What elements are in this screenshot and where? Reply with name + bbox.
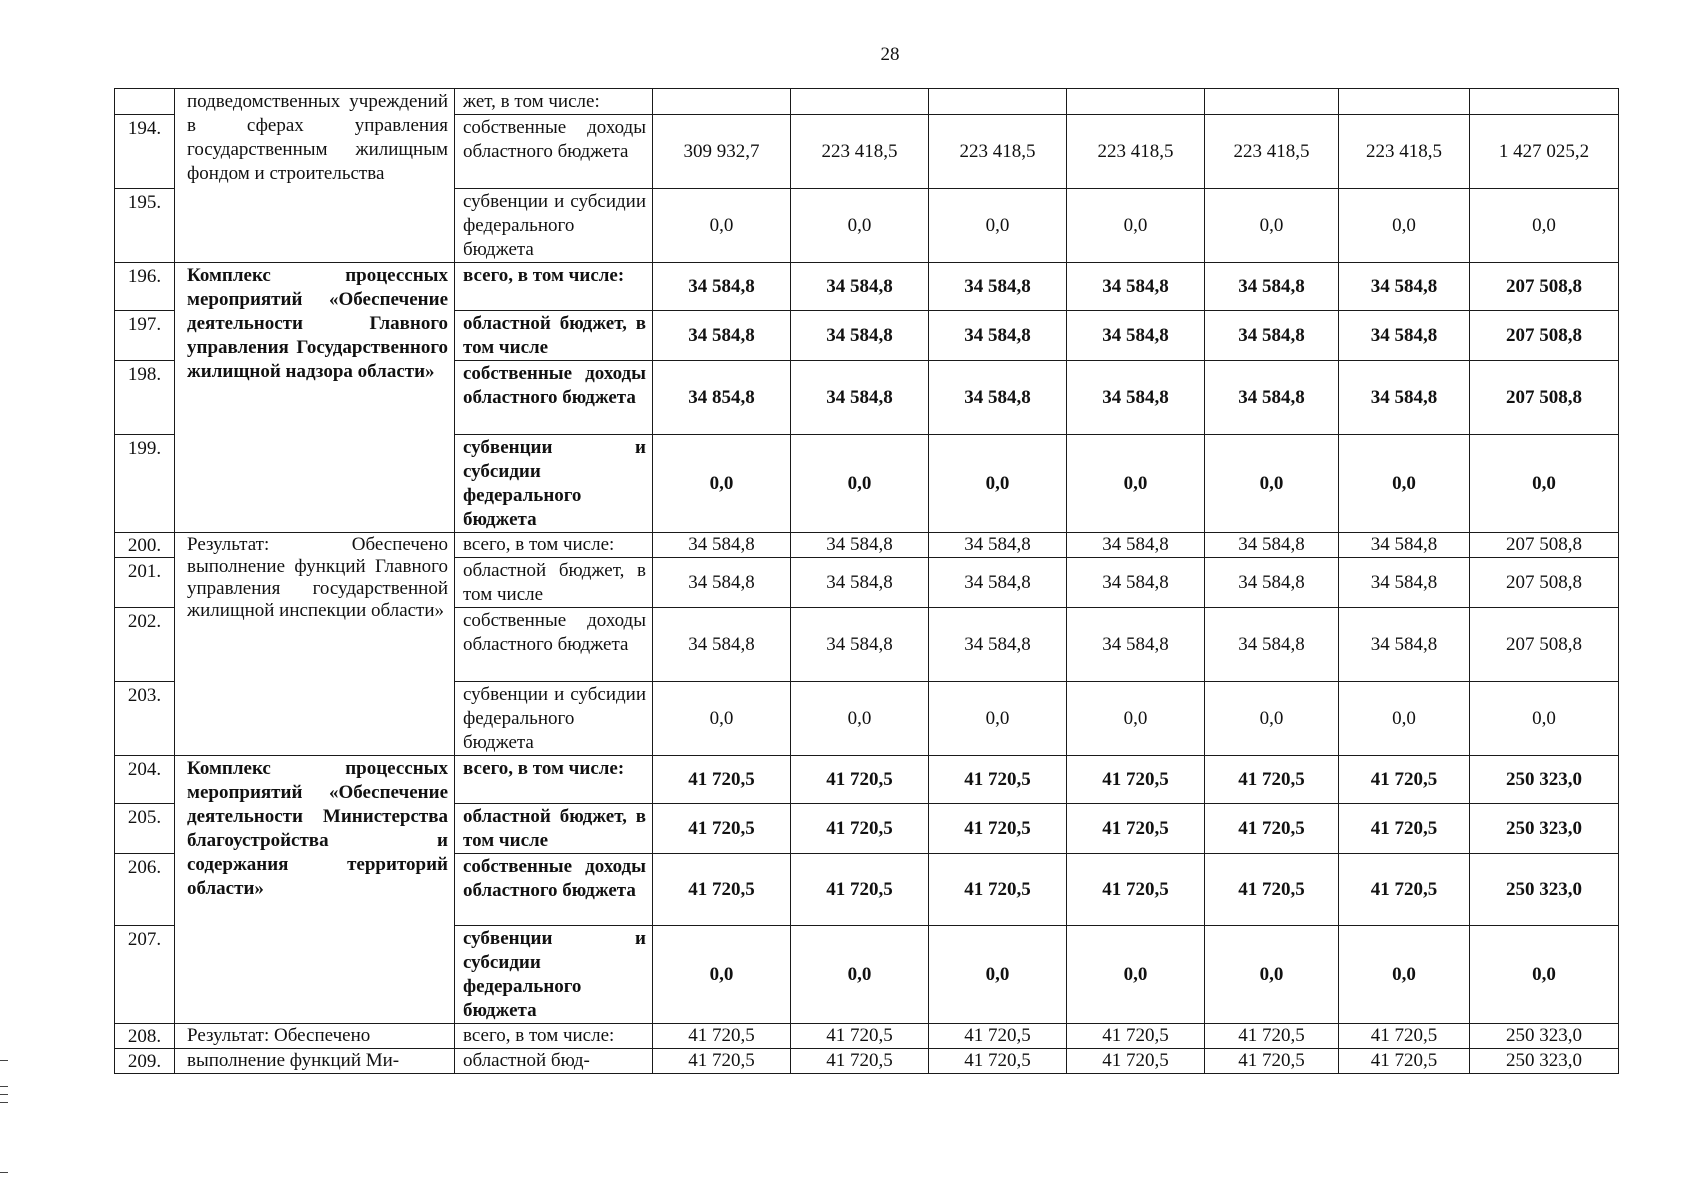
amount-cell: 0,0 [1067,926,1205,1024]
amount-cell: 0,0 [791,682,929,756]
row-number [115,89,175,115]
amount-cell: 207 508,8 [1470,263,1619,311]
amount-cell: 41 720,5 [1067,804,1205,854]
amount-cell: 34 584,8 [1339,608,1470,682]
event-name: выполнение функций Ми- [175,1049,455,1074]
amount-cell: 41 720,5 [929,756,1067,804]
amount-cell: 0,0 [1067,189,1205,263]
amount-cell: 41 720,5 [1205,804,1339,854]
funding-source: всего, в том числе: [455,533,653,558]
amount-cell: 34 584,8 [653,311,791,361]
amount-cell: 250 323,0 [1470,854,1619,926]
table-row [115,263,1619,311]
amount-cell: 41 720,5 [791,804,929,854]
margin-mark [0,1172,8,1173]
amount-cell: 41 720,5 [1067,756,1205,804]
funding-source: субвенции и субсидии федерального бюджета [455,189,653,263]
amount-cell: 41 720,5 [1205,854,1339,926]
amount-cell: 0,0 [1339,435,1470,533]
amount-cell: 207 508,8 [1470,361,1619,435]
amount-cell: 41 720,5 [929,1049,1067,1074]
amount-cell: 0,0 [1470,435,1619,533]
funding-source: областной бюджет, в том числе [455,558,653,608]
amount-cell: 34 584,8 [653,263,791,311]
amount-cell: 34 584,8 [1205,361,1339,435]
margin-mark [0,1102,8,1103]
table-row [115,756,1619,804]
amount-cell: 0,0 [653,926,791,1024]
amount-cell: 0,0 [791,435,929,533]
page-number: 28 [880,44,900,65]
funding-source: собственные доходы областного бюджета [455,361,653,435]
amount-cell: 34 584,8 [929,608,1067,682]
row-number: 207. [115,926,175,1024]
amount-cell: 1 427 025,2 [1470,115,1619,189]
amount-cell: 309 932,7 [653,115,791,189]
amount-cell [1470,89,1619,115]
amount-cell: 34 584,8 [929,558,1067,608]
amount-cell: 34 584,8 [929,263,1067,311]
amount-cell: 207 508,8 [1470,311,1619,361]
amount-cell: 250 323,0 [1470,756,1619,804]
amount-cell: 34 584,8 [791,533,929,558]
amount-cell: 34 584,8 [1067,558,1205,608]
amount-cell: 41 720,5 [1205,1049,1339,1074]
amount-cell: 207 508,8 [1470,558,1619,608]
row-number: 194. [115,115,175,189]
amount-cell: 207 508,8 [1470,533,1619,558]
amount-cell: 0,0 [653,435,791,533]
amount-cell: 41 720,5 [791,854,929,926]
event-name: подведомственных учреждений в сферах управления государственным жилищным фондом и строительства [175,89,455,263]
amount-cell: 0,0 [653,189,791,263]
amount-cell: 250 323,0 [1470,804,1619,854]
amount-cell: 0,0 [1470,682,1619,756]
amount-cell: 41 720,5 [1205,756,1339,804]
funding-source: субвенции и субсидии федерального бюджета [455,435,653,533]
amount-cell [1067,89,1205,115]
amount-cell: 41 720,5 [653,1024,791,1049]
amount-cell: 34 584,8 [791,361,929,435]
row-number: 199. [115,435,175,533]
table-row [115,1024,1619,1049]
amount-cell: 0,0 [653,682,791,756]
amount-cell: 41 720,5 [653,756,791,804]
amount-cell: 34 584,8 [1205,311,1339,361]
amount-cell: 250 323,0 [1470,1024,1619,1049]
amount-cell: 34 584,8 [653,608,791,682]
amount-cell: 34 584,8 [1067,533,1205,558]
amount-cell: 207 508,8 [1470,608,1619,682]
amount-cell: 0,0 [1067,682,1205,756]
amount-cell: 34 584,8 [653,533,791,558]
amount-cell: 34 584,8 [1205,533,1339,558]
row-number: 195. [115,189,175,263]
amount-cell: 0,0 [1339,682,1470,756]
budget-table [114,88,1619,1074]
row-number: 200. [115,533,175,558]
event-name: Комплекс процессных мероприятий «Обеспечение деятельности Министерства благоустройства и содержания территорий области» [175,756,455,1024]
row-number: 202. [115,608,175,682]
funding-source: областной бюджет, в том числе [455,804,653,854]
amount-cell: 0,0 [1470,189,1619,263]
amount-cell: 34 584,8 [653,558,791,608]
row-number: 204. [115,756,175,804]
amount-cell: 0,0 [1339,189,1470,263]
amount-cell: 41 720,5 [653,804,791,854]
amount-cell: 41 720,5 [791,1049,929,1074]
amount-cell: 34 584,8 [1339,361,1470,435]
amount-cell: 41 720,5 [929,804,1067,854]
amount-cell: 41 720,5 [791,756,929,804]
amount-cell: 0,0 [929,435,1067,533]
row-number: 203. [115,682,175,756]
row-number: 197. [115,311,175,361]
event-name: Результат: Обеспечено [175,1024,455,1049]
amount-cell: 34 584,8 [929,361,1067,435]
row-number: 209. [115,1049,175,1074]
funding-source: всего, в том числе: [455,263,653,311]
row-number: 205. [115,804,175,854]
amount-cell: 41 720,5 [791,1024,929,1049]
amount-cell: 41 720,5 [653,1049,791,1074]
row-number: 198. [115,361,175,435]
amount-cell: 41 720,5 [1067,1024,1205,1049]
amount-cell: 0,0 [1205,189,1339,263]
funding-source: областной бюджет, в том числе [455,311,653,361]
funding-source: областной бюд- [455,1049,653,1074]
amount-cell: 250 323,0 [1470,1049,1619,1074]
funding-source: собственные доходы областного бюджета [455,115,653,189]
amount-cell: 34 584,8 [1205,608,1339,682]
amount-cell: 34 584,8 [791,311,929,361]
amount-cell [791,89,929,115]
amount-cell: 34 584,8 [1339,311,1470,361]
amount-cell: 0,0 [929,682,1067,756]
amount-cell: 34 584,8 [1067,608,1205,682]
amount-cell: 41 720,5 [1339,1049,1470,1074]
funding-source: собственные доходы областного бюджета [455,854,653,926]
amount-cell: 41 720,5 [653,854,791,926]
amount-cell: 41 720,5 [929,854,1067,926]
amount-cell: 0,0 [1470,926,1619,1024]
table-body [115,89,1619,1074]
amount-cell: 41 720,5 [1205,1024,1339,1049]
row-number: 206. [115,854,175,926]
amount-cell: 223 418,5 [929,115,1067,189]
amount-cell: 223 418,5 [791,115,929,189]
funding-source: всего, в том числе: [455,756,653,804]
amount-cell: 0,0 [929,926,1067,1024]
event-name: Комплекс процессных мероприятий «Обеспечение деятельности Главного управления Государственного жилищной надзора области» [175,263,455,533]
amount-cell: 34 584,8 [1339,263,1470,311]
amount-cell: 34 584,8 [1067,311,1205,361]
amount-cell: 0,0 [929,189,1067,263]
funding-source: собственные доходы областного бюджета [455,608,653,682]
amount-cell [653,89,791,115]
table-row [115,1049,1619,1074]
amount-cell: 41 720,5 [1339,804,1470,854]
funding-source: всего, в том числе: [455,1024,653,1049]
amount-cell: 34 584,8 [1339,533,1470,558]
amount-cell: 0,0 [1205,682,1339,756]
amount-cell: 223 418,5 [1067,115,1205,189]
amount-cell: 41 720,5 [929,1024,1067,1049]
amount-cell: 34 584,8 [791,608,929,682]
amount-cell: 223 418,5 [1205,115,1339,189]
amount-cell [1339,89,1470,115]
row-number: 208. [115,1024,175,1049]
amount-cell: 0,0 [1339,926,1470,1024]
amount-cell: 34 584,8 [791,263,929,311]
amount-cell: 0,0 [1205,926,1339,1024]
amount-cell: 223 418,5 [1339,115,1470,189]
amount-cell [1205,89,1339,115]
amount-cell: 34 584,8 [1205,263,1339,311]
amount-cell: 34 584,8 [1205,558,1339,608]
amount-cell: 41 720,5 [1067,854,1205,926]
amount-cell: 41 720,5 [1339,854,1470,926]
margin-mark [0,1094,8,1095]
event-name: Результат: Обеспечено выполнение функций Главного управления государственной жилищной инспекции области» [175,533,455,756]
amount-cell: 41 720,5 [1067,1049,1205,1074]
row-number: 196. [115,263,175,311]
table-row [115,89,1619,115]
amount-cell: 34 584,8 [791,558,929,608]
amount-cell: 34 584,8 [929,533,1067,558]
amount-cell: 0,0 [1205,435,1339,533]
amount-cell: 0,0 [791,189,929,263]
amount-cell: 41 720,5 [1339,1024,1470,1049]
amount-cell [929,89,1067,115]
margin-mark [0,1086,8,1087]
funding-source: субвенции и субсидии федерального бюджета [455,926,653,1024]
amount-cell: 34 584,8 [1339,558,1470,608]
funding-source: субвенции и субсидии федерального бюджета [455,682,653,756]
margin-mark [0,1060,8,1061]
amount-cell: 34 584,8 [1067,361,1205,435]
amount-cell: 34 854,8 [653,361,791,435]
amount-cell: 34 584,8 [929,311,1067,361]
amount-cell: 41 720,5 [1339,756,1470,804]
row-number: 201. [115,558,175,608]
table-row [115,533,1619,558]
amount-cell: 0,0 [1067,435,1205,533]
funding-source: жет, в том числе: [455,89,653,115]
amount-cell: 0,0 [791,926,929,1024]
amount-cell: 34 584,8 [1067,263,1205,311]
